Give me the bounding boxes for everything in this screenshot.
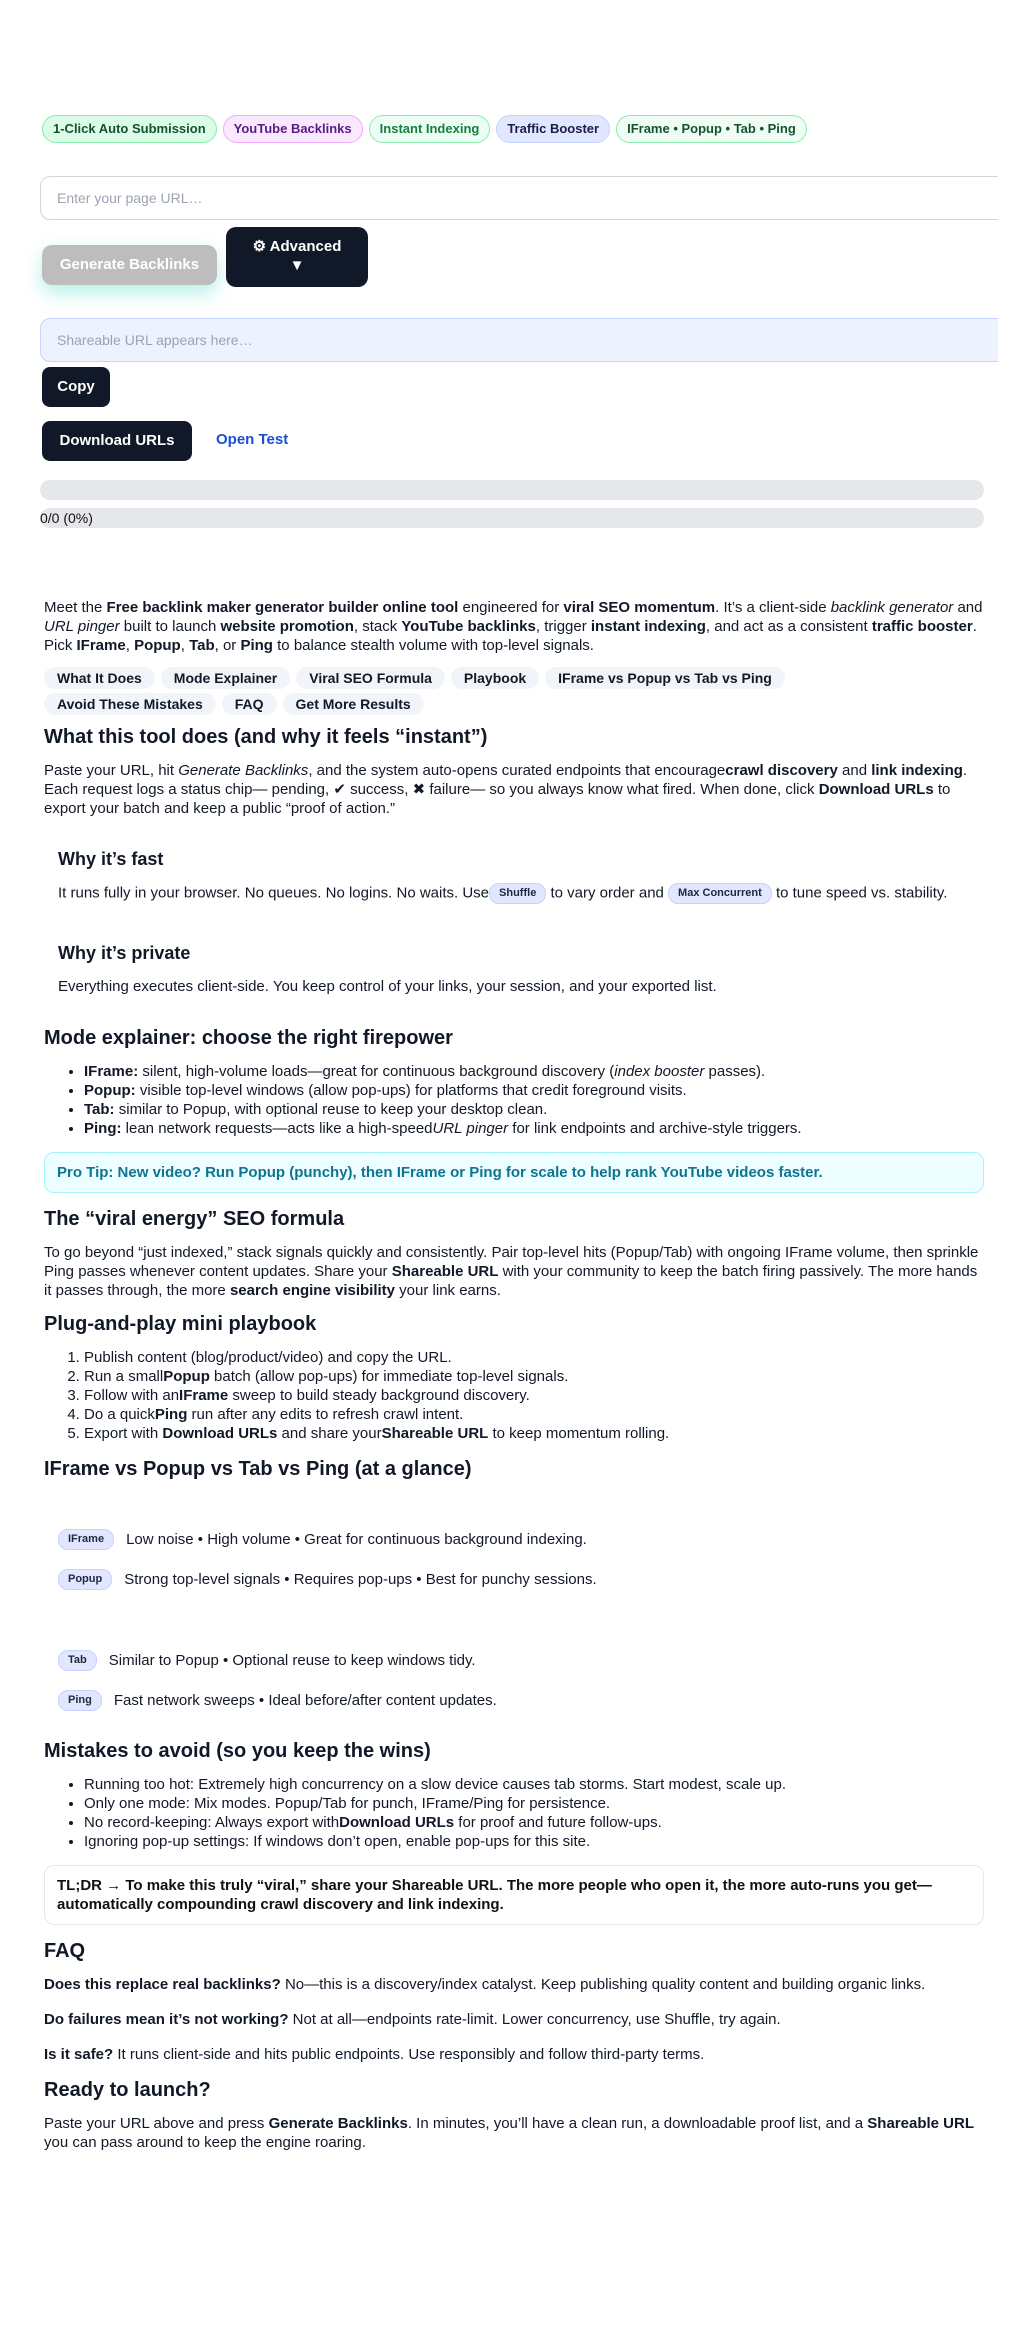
list-item: • Ignoring pop-up settings: If windows don’t open, enable pop-ups for this site. [84,1832,984,1851]
compare-text: Low noise • High volume • Great for continuous background indexing. [126,1531,587,1548]
why-private-card [58,942,984,996]
list-item: • IFrame: silent, high-volume loads—great for continuous background discovery (index booster passes). [84,1062,984,1081]
popup-pill: Popup [58,1569,112,1590]
compare-title: IFrame vs Popup vs Tab vs Ping (at a glance) [44,1458,472,1480]
iframe-pill: IFrame [58,1529,114,1550]
advanced-label: ⚙ Advanced [252,238,342,255]
tab-pill: Tab [58,1650,97,1671]
playbook-list [44,1348,984,1443]
intro-paragraph: Meet the Free backlink maker generator builder online tool engineered for viral SEO momentum. It’s a client-side backlink generator and URL pinger built to launch website promotion, stack YouTube backlinks, trigger instant indexing, and act as a consistent traffic booster. Pick IFrame, Popup, Tab, or Ping to balance stealth volume with top-level signals. [44,599,983,654]
modes-title: Mode explainer: choose the right firepower [44,1027,453,1049]
list-item: 2. Run a smallPopup batch (allow pop-ups) for immediate top-level signals. [84,1367,984,1386]
pro-tip: Pro Tip: New video? Run Popup (punchy), then IFrame or Ping for scale to help rank YouTube videos faster. [44,1152,984,1193]
toc-faq[interactable]: FAQ [222,693,277,715]
download-urls-button[interactable]: Download URLs [42,421,192,461]
faq-item: Does this replace real backlinks? No—this is a discovery/index catalyst. Keep publishing quality content and building organic links. [44,1976,926,1993]
max-concurrent-pill: Max Concurrent [668,883,772,904]
progress-bar [40,508,984,528]
list-item: • Only one mode: Mix modes. Popup/Tab for punch, IFrame/Ping for persistence. [84,1794,984,1813]
faq-title: FAQ [44,1940,86,1962]
list-item: 1. Publish content (blog/product/video) and copy the URL. [84,1348,984,1367]
launch-title: Ready to launch? [44,2079,211,2101]
compare-row-tab [58,1650,984,1671]
why-fast-title: Why it’s fast [58,849,164,869]
compare-text: Similar to Popup • Optional reuse to keep windows tidy. [108,1652,476,1669]
toc-avoid-mistakes[interactable]: Avoid These Mistakes [44,693,216,715]
chip-instant-indexing: Instant Indexing [369,115,491,143]
advanced-button[interactable] [226,227,368,287]
ping-pill: Ping [58,1690,102,1711]
launch-paragraph: Paste your URL above and press Generate Backlinks. In minutes, you’ll have a clean run, a downloadable proof list, and a Shareable URL you can pass around to keep the engine roaring. [44,2115,974,2151]
viral-title: The “viral energy” SEO formula [44,1208,345,1230]
progress-text: 0/0 (0%) [40,510,93,526]
progress-track [40,480,984,500]
compare-row-popup [58,1569,984,1590]
modes-list [44,1062,984,1138]
faq-item: Do failures mean it’s not working? Not at all—endpoints rate-limit. Lower concurrency, use Shuffle, try again. [44,2011,781,2028]
toc-mode-explainer[interactable]: Mode Explainer [161,667,290,689]
chip-auto-submission: 1-Click Auto Submission [42,115,217,143]
mistakes-list [44,1775,984,1851]
list-item: • Ping: lean network requests—acts like a high-speedURL pinger for link endpoints and archive-style triggers. [84,1119,984,1138]
table-of-contents [44,667,924,715]
why-fast-text: It runs fully in your browser. No queues. No logins. No waits. Use Shuffle to vary order and Max Concurrent to tune speed vs. stability. [58,883,984,904]
faq-item: Is it safe? It runs client-side and hits public endpoints. Use responsibly and follow third-party terms. [44,2046,705,2063]
list-item: • Tab: similar to Popup, with optional reuse to keep your desktop clean. [84,1100,984,1119]
list-item: • No record-keeping: Always export withDownload URLs for proof and future follow-ups. [84,1813,984,1832]
playbook-title: Plug-and-play mini playbook [44,1313,317,1335]
compare-text: Strong top-level signals • Requires pop-ups • Best for punchy sessions. [124,1571,597,1588]
why-private-text: Everything executes client-side. You keep control of your links, your session, and your exported list. [58,978,717,995]
feature-chips [42,115,807,143]
chip-youtube-backlinks: YouTube Backlinks [223,115,363,143]
main-content [44,598,984,2152]
chip-modes: IFrame • Popup • Tab • Ping [616,115,807,143]
why-private-title: Why it’s private [58,943,191,963]
compare-text: Fast network sweeps • Ideal before/after content updates. [113,1692,497,1709]
generate-backlinks-button[interactable]: Generate Backlinks [42,245,217,285]
what-title: What this tool does (and why it feels “instant”) [44,726,488,748]
list-item: • Popup: visible top-level windows (allow pop-ups) for platforms that credit foreground visits. [84,1081,984,1100]
list-item: 4. Do a quickPing run after any edits to refresh crawl intent. [84,1405,984,1424]
copy-button[interactable]: Copy [42,367,110,407]
toc-more-results[interactable]: Get More Results [283,693,424,715]
toc-what-it-does[interactable]: What It Does [44,667,155,689]
toc-playbook[interactable]: Playbook [451,667,539,689]
shareable-url-input[interactable]: Shareable URL appears here… [40,318,998,362]
chip-traffic-booster: Traffic Booster [496,115,610,143]
list-item: 5. Export with Download URLs and share yourShareable URL to keep momentum rolling. [84,1424,984,1443]
open-test-link[interactable]: Open Test [216,431,289,448]
what-paragraph: Paste your URL, hit Generate Backlinks, and the system auto-opens curated endpoints that encouragecrawl discovery and link indexing. Each request logs a status chip— pending, ✔ success, ✖ failure— so you always know what fired. When done, click Download URLs to export your batch and keep a public “proof of action.” [44,762,968,817]
why-fast-card [58,848,984,904]
chevron-down-icon: ▼ [289,257,305,274]
list-item: • Running too hot: Extremely high concurrency on a slow device causes tab storms. Start modest, scale up. [84,1775,984,1794]
toc-compare[interactable]: IFrame vs Popup vs Tab vs Ping [545,667,785,689]
toc-viral-seo-formula[interactable]: Viral SEO Formula [296,667,445,689]
shuffle-pill: Shuffle [489,883,546,904]
page-url-input[interactable]: Enter your page URL… [40,176,998,220]
tldr-box: TL;DR → To make this truly “viral,” share your Shareable URL. The more people who open it, the more auto-runs you get—automatically compounding crawl discovery and link indexing. [44,1865,984,1925]
list-item: 3. Follow with anIFrame sweep to build steady background discovery. [84,1386,984,1405]
compare-row-ping [58,1690,984,1711]
viral-paragraph: To go beyond “just indexed,” stack signals quickly and consistently. Pair top-level hits (Popup/Tab) with ongoing IFrame volume, then sprinkle Ping passes whenever content updates. Share your Shareable URL with your community to keep the batch firing passively. The more hands it passes through, the more search engine visibility your link earns. [44,1244,979,1299]
compare-row-iframe [58,1529,984,1550]
mistakes-title: Mistakes to avoid (so you keep the wins) [44,1740,431,1762]
